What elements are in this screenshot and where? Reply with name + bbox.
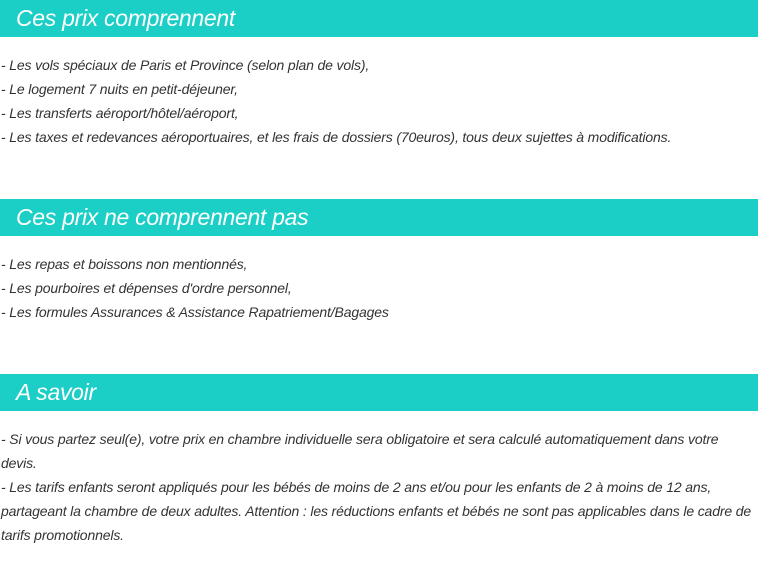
list-item: - Le logement 7 nuits en petit-déjeuner, [1,81,238,97]
not-included-list [1,252,757,324]
section-title: Ces prix comprennent [16,5,235,31]
section-header-good-to-know [0,374,758,411]
section-header-included [0,0,758,37]
section-title: A savoir [16,379,96,405]
section-header-not-included [0,199,758,236]
list-item: - Les pourboires et dépenses d'ordre personnel, [1,280,292,296]
list-item: - Les vols spéciaux de Paris et Province (selon plan de vols), [1,57,370,73]
section-title: Ces prix ne comprennent pas [16,204,309,230]
list-item: - Les formules Assurances & Assistance Rapatriement/Bagages [1,304,389,320]
list-item: - Les tarifs enfants seront appliqués pour les bébés de moins de 2 ans et/ou pour les enfants de 2 à moins de 12 ans, partageant la chambre de deux adultes. Attention : les réductions enfants et bébés ne sont pas applicables dans le cadre de tarifs promotionnels. [1,479,751,543]
list-item: - Les taxes et redevances aéroportuaires, et les frais de dossiers (70euros), tous deux sujettes à modifications. [1,129,672,145]
included-list [1,53,757,149]
list-item: - Les repas et boissons non mentionnés, [1,256,248,272]
list-item: - Si vous partez seul(e), votre prix en chambre individuelle sera obligatoire et sera calculé automatiquement dans votre devis. [1,431,719,471]
good-to-know-list [1,427,757,547]
list-item: - Les transferts aéroport/hôtel/aéroport, [1,105,239,121]
